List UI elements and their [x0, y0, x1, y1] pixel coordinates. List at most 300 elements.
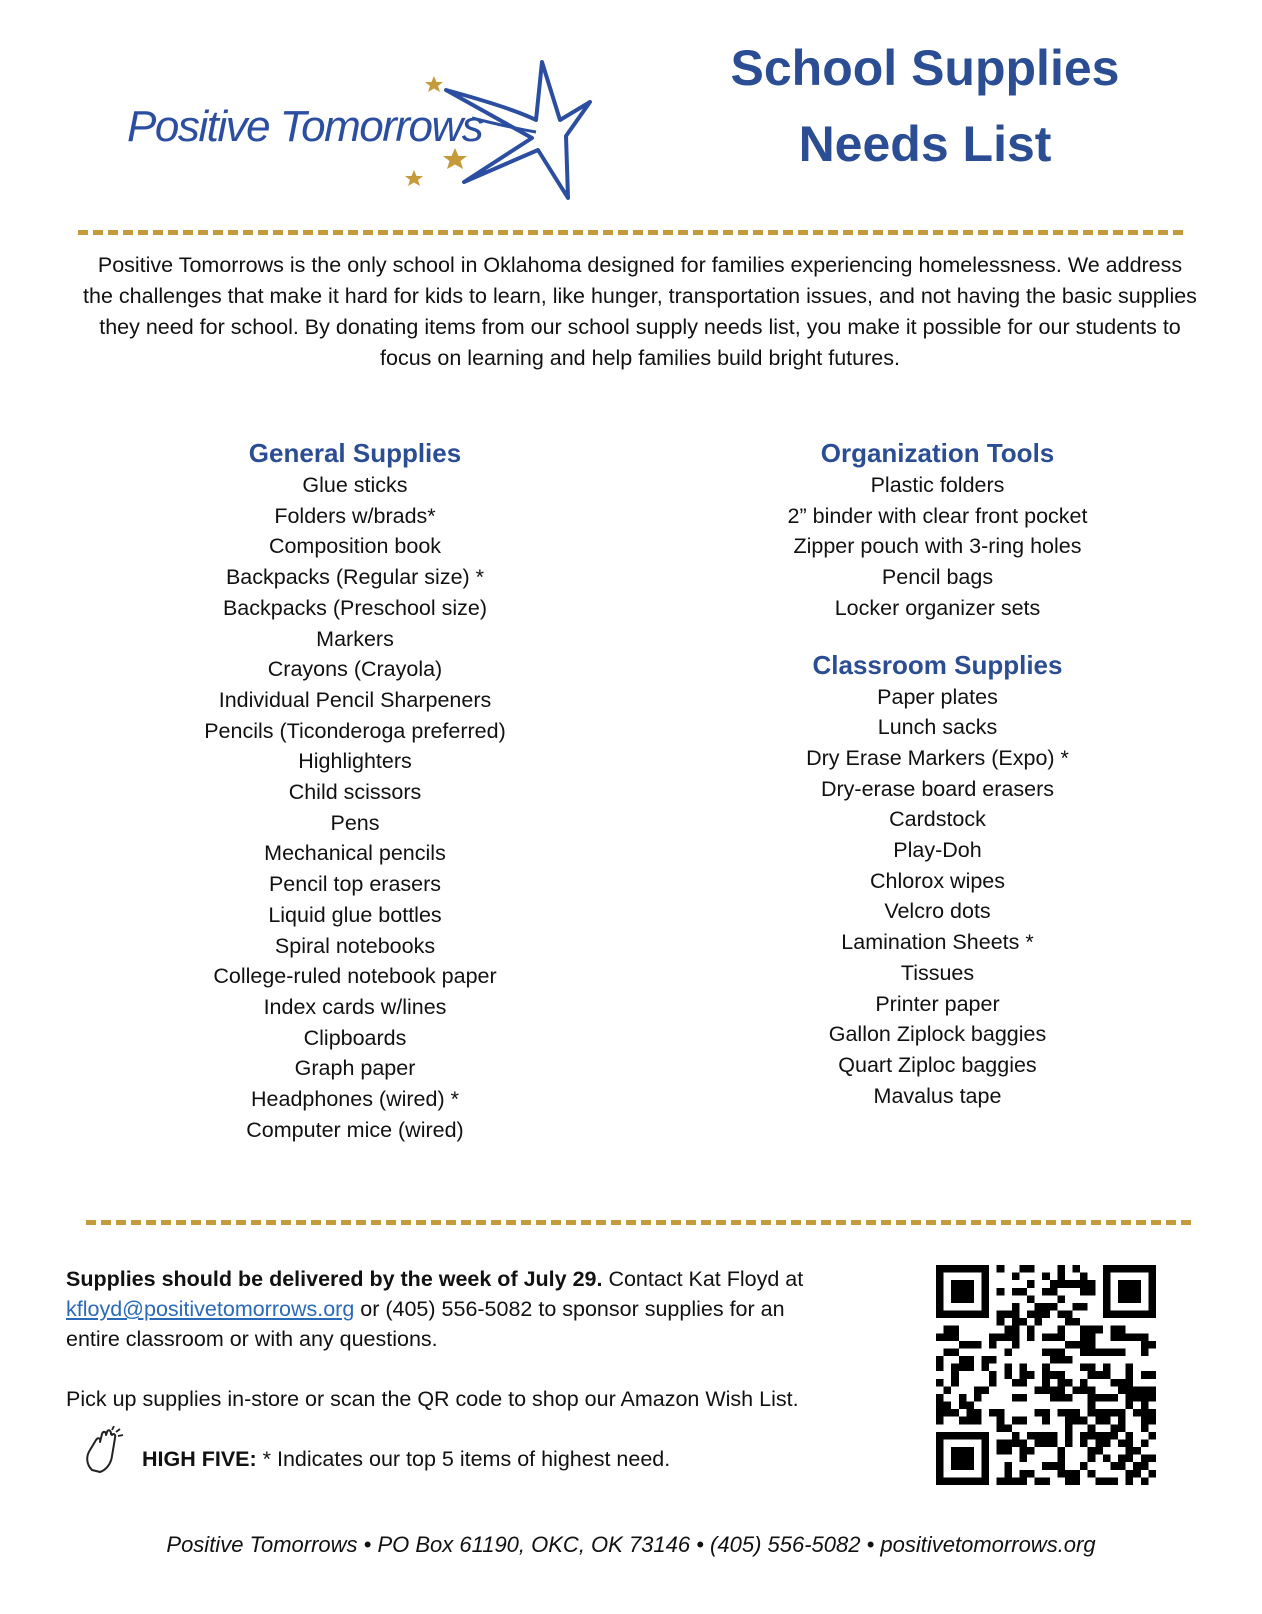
qr-module: [1095, 1417, 1103, 1425]
list-item: Chlorox wipes: [869, 868, 1006, 893]
qr-module: [1042, 1379, 1050, 1387]
qr-module: [1133, 1462, 1141, 1470]
list-item: Markers: [316, 626, 394, 651]
qr-module: [1057, 1394, 1065, 1402]
qr-module: [1148, 1295, 1156, 1303]
qr-module: [1080, 1280, 1088, 1288]
qr-module: [1095, 1432, 1103, 1440]
list-item: Individual Pencil Sharpeners: [218, 687, 492, 712]
qr-module: [966, 1477, 974, 1485]
qr-module: [1073, 1303, 1081, 1311]
qr-module: [1004, 1364, 1012, 1372]
qr-module: [1148, 1417, 1156, 1425]
qr-module: [966, 1280, 974, 1288]
qr-module: [1057, 1356, 1065, 1364]
qr-module: [1065, 1356, 1073, 1364]
qr-module: [959, 1341, 967, 1349]
qr-module: [959, 1462, 967, 1470]
list-item: Crayons (Crayola): [267, 657, 443, 682]
qr-module: [982, 1447, 990, 1455]
qr-module: [982, 1280, 990, 1288]
qr-module: [1050, 1394, 1058, 1402]
qr-module: [1004, 1333, 1012, 1341]
qr-module: [982, 1265, 990, 1273]
qr-module: [1050, 1303, 1058, 1311]
qr-module: [989, 1333, 997, 1341]
qr-module: [1141, 1333, 1149, 1341]
logo-text: Positive Tomorrows: [127, 102, 483, 151]
qr-module: [1126, 1379, 1134, 1387]
qr-module: [1057, 1311, 1065, 1319]
qr-module: [1103, 1265, 1111, 1273]
qr-module: [1073, 1386, 1081, 1394]
qr-module: [1065, 1417, 1073, 1425]
qr-module: [997, 1311, 1005, 1319]
qr-module: [982, 1386, 990, 1394]
qr-module: [1103, 1455, 1111, 1463]
qr-module: [959, 1280, 967, 1288]
qr-module: [997, 1424, 1005, 1432]
qr-module: [1118, 1424, 1126, 1432]
qr-module: [951, 1409, 959, 1417]
delivery-contact-text: Contact Kat Floyd at: [602, 1267, 804, 1291]
qr-module: [1133, 1265, 1141, 1273]
qr-module: [1042, 1432, 1050, 1440]
list-item: Pens: [330, 810, 380, 835]
qr-module: [1012, 1394, 1020, 1402]
qr-module: [1095, 1371, 1103, 1379]
qr-module: [1057, 1265, 1065, 1273]
qr-module: [1110, 1409, 1118, 1417]
qr-module: [1012, 1311, 1020, 1319]
qr-module: [1141, 1417, 1149, 1425]
qr-module: [1080, 1432, 1088, 1440]
qr-module: [951, 1364, 959, 1372]
qr-module: [966, 1341, 974, 1349]
qr-module: [1133, 1386, 1141, 1394]
list-item: Backpacks (Preschool size): [222, 595, 488, 620]
qr-module: [1012, 1303, 1020, 1311]
qr-module: [982, 1462, 990, 1470]
qr-module: [966, 1356, 974, 1364]
qr-module: [1141, 1386, 1149, 1394]
qr-module: [1057, 1348, 1065, 1356]
qr-module: [1118, 1288, 1126, 1296]
qr-module: [1103, 1439, 1111, 1447]
qr-module: [1088, 1432, 1096, 1440]
qr-module: [951, 1348, 959, 1356]
qr-module: [1126, 1432, 1134, 1440]
qr-module: [1057, 1273, 1065, 1281]
qr-module: [1103, 1273, 1111, 1281]
qr-module: [936, 1265, 944, 1273]
qr-module: [1103, 1417, 1111, 1425]
qr-module: [1110, 1462, 1118, 1470]
qr-module: [1141, 1402, 1149, 1410]
qr-module: [1019, 1394, 1027, 1402]
qr-module: [1057, 1447, 1065, 1455]
list-item: Highlighters: [298, 749, 412, 774]
qr-module: [1110, 1477, 1118, 1485]
qr-module: [1027, 1280, 1035, 1288]
qr-module: [936, 1303, 944, 1311]
list-item: Mavalus tape: [873, 1083, 1002, 1108]
qr-module: [959, 1288, 967, 1296]
qr-module: [1019, 1379, 1027, 1387]
qr-module: [1027, 1432, 1035, 1440]
qr-module: [959, 1455, 967, 1463]
qr-module: [944, 1265, 952, 1273]
qr-module: [1148, 1280, 1156, 1288]
qr-module: [1073, 1470, 1081, 1478]
qr-module: [1012, 1477, 1020, 1485]
list-item: Lamination Sheets *: [841, 930, 1034, 955]
qr-module: [951, 1462, 959, 1470]
qr-module: [982, 1470, 990, 1478]
qr-module: [936, 1311, 944, 1319]
qr-module: [974, 1386, 982, 1394]
qr-module: [944, 1333, 952, 1341]
qr-module: [1027, 1295, 1035, 1303]
list-item: Computer mice (wired): [246, 1117, 464, 1142]
qr-module: [989, 1409, 997, 1417]
qr-module: [1004, 1439, 1012, 1447]
qr-module: [1042, 1417, 1050, 1425]
qr-module: [1042, 1348, 1050, 1356]
qr-module: [1042, 1333, 1050, 1341]
qr-module: [1133, 1295, 1141, 1303]
qr-module: [966, 1447, 974, 1455]
qr-module: [982, 1311, 990, 1319]
qr-module: [1073, 1409, 1081, 1417]
qr-module: [959, 1477, 967, 1485]
qr-module: [1110, 1424, 1118, 1432]
qr-module: [966, 1295, 974, 1303]
qr-module: [1095, 1477, 1103, 1485]
qr-module: [1103, 1364, 1111, 1372]
qr-module: [1042, 1303, 1050, 1311]
qr-module: [1042, 1386, 1050, 1394]
qr-module: [959, 1356, 967, 1364]
qr-module: [1148, 1470, 1156, 1478]
qr-module: [966, 1402, 974, 1410]
list-item: Tissues: [900, 960, 975, 985]
qr-module: [1065, 1432, 1073, 1440]
classroom-supplies-heading: Classroom Supplies: [812, 649, 1063, 680]
qr-module: [959, 1295, 967, 1303]
qr-module: [1148, 1311, 1156, 1319]
qr-module: [1126, 1386, 1134, 1394]
qr-module: [1012, 1326, 1020, 1334]
qr-module: [1126, 1311, 1134, 1319]
list-item: Liquid glue bottles: [268, 902, 442, 927]
list-item: Zipper pouch with 3-ring holes: [793, 534, 1082, 559]
qr-module: [1065, 1439, 1073, 1447]
qr-module: [1118, 1455, 1126, 1463]
qr-module: [1080, 1303, 1088, 1311]
qr-module: [1057, 1379, 1065, 1387]
qr-module: [936, 1417, 944, 1425]
qr-module: [936, 1447, 944, 1455]
qr-module: [936, 1455, 944, 1463]
general-supplies-section: [150, 436, 560, 1145]
qr-module: [997, 1265, 1005, 1273]
list-item: Printer paper: [875, 991, 1000, 1016]
qr-module: [1019, 1477, 1027, 1485]
qr-module: [1088, 1341, 1096, 1349]
title-line-1: School Supplies: [730, 40, 1120, 96]
qr-module: [1042, 1311, 1050, 1319]
qr-module: [1110, 1432, 1118, 1440]
qr-module: [1027, 1371, 1035, 1379]
qr-module: [989, 1341, 997, 1349]
qr-module: [1012, 1432, 1020, 1440]
qr-module: [936, 1280, 944, 1288]
qr-module: [1118, 1333, 1126, 1341]
qr-module: [1065, 1341, 1073, 1349]
list-item: Pencil top erasers: [268, 872, 442, 897]
qr-module: [1019, 1417, 1027, 1425]
qr-module: [982, 1455, 990, 1463]
qr-module: [974, 1341, 982, 1349]
qr-module: [1088, 1402, 1096, 1410]
qr-module: [1027, 1265, 1035, 1273]
qr-module: [1050, 1371, 1058, 1379]
qr-module: [951, 1333, 959, 1341]
qr-module: [936, 1288, 944, 1296]
list-item: Cardstock: [889, 807, 986, 832]
list-item: Child scissors: [288, 780, 422, 805]
qr-module: [1141, 1348, 1149, 1356]
qr-module: [1057, 1371, 1065, 1379]
qr-module: [1095, 1409, 1103, 1417]
qr-module: [1103, 1477, 1111, 1485]
qr-module: [1004, 1326, 1012, 1334]
qr-module: [1035, 1386, 1043, 1394]
qr-module: [951, 1477, 959, 1485]
qr-module: [1019, 1447, 1027, 1455]
qr-module: [1118, 1265, 1126, 1273]
qr-module: [1088, 1333, 1096, 1341]
qr-module: [1080, 1333, 1088, 1341]
qr-module: [1148, 1432, 1156, 1440]
qr-module: [1027, 1447, 1035, 1455]
qr-module: [1080, 1326, 1088, 1334]
qr-module: [1080, 1439, 1088, 1447]
qr-module: [1019, 1265, 1027, 1273]
qr-module: [1057, 1455, 1065, 1463]
high-five-label: HIGH FIVE:: [142, 1447, 257, 1471]
qr-module: [1141, 1409, 1149, 1417]
qr-module: [982, 1295, 990, 1303]
qr-module: [1148, 1371, 1156, 1379]
qr-module: [1065, 1280, 1073, 1288]
qr-module: [1027, 1326, 1035, 1334]
qr-module: [1088, 1394, 1096, 1402]
qr-module: [1019, 1470, 1027, 1478]
qr-module: [1118, 1462, 1126, 1470]
qr-module: [982, 1477, 990, 1485]
qr-module: [1148, 1455, 1156, 1463]
list-item: Composition book: [268, 534, 442, 559]
high-five-text: * Indicates our top 5 items of highest need.: [256, 1447, 671, 1471]
qr-module: [1088, 1364, 1096, 1372]
qr-module: [936, 1402, 944, 1410]
qr-module: [966, 1409, 974, 1417]
qr-module: [1042, 1462, 1050, 1470]
right-column: [735, 436, 1140, 1111]
qr-module: [1088, 1409, 1096, 1417]
qr-module: [1065, 1379, 1073, 1387]
qr-module: [989, 1356, 997, 1364]
qr-module: [1141, 1424, 1149, 1432]
qr-module: [982, 1288, 990, 1296]
organization-tools-heading: Organization Tools: [820, 438, 1055, 468]
qr-module: [1004, 1447, 1012, 1455]
qr-module: [1019, 1455, 1027, 1463]
qr-module: [1080, 1364, 1088, 1372]
qr-module: [1118, 1417, 1126, 1425]
list-item: Headphones (wired) *: [251, 1087, 459, 1112]
qr-module: [1019, 1439, 1027, 1447]
qr-module: [959, 1417, 967, 1425]
qr-module: [1012, 1318, 1020, 1326]
qr-module: [1103, 1394, 1111, 1402]
qr-module: [1027, 1333, 1035, 1341]
qr-module: [1050, 1288, 1058, 1296]
qr-module: [997, 1439, 1005, 1447]
list-item: 2” binder with clear front pocket: [787, 503, 1088, 528]
qr-module: [944, 1409, 952, 1417]
list-item: Quart Ziploc baggies: [838, 1052, 1037, 1077]
qr-module: [1088, 1280, 1096, 1288]
list-item: Folders w/brads*: [274, 503, 436, 528]
qr-module: [974, 1409, 982, 1417]
qr-module: [936, 1295, 944, 1303]
qr-module: [1126, 1447, 1134, 1455]
qr-module: [951, 1455, 959, 1463]
list-item: Mechanical pencils: [264, 841, 446, 866]
list-item: Gallon Ziplock baggies: [828, 1022, 1047, 1047]
qr-module: [1088, 1371, 1096, 1379]
qr-module: [1133, 1333, 1141, 1341]
qr-module: [1057, 1333, 1065, 1341]
qr-module: [1080, 1462, 1088, 1470]
qr-module: [1035, 1439, 1043, 1447]
qr-module: [1042, 1439, 1050, 1447]
qr-module: [1035, 1409, 1043, 1417]
qr-module: [1118, 1280, 1126, 1288]
qr-module: [1004, 1462, 1012, 1470]
qr-module: [1050, 1348, 1058, 1356]
list-item: Plastic folders: [870, 473, 1005, 497]
qr-module: [1004, 1477, 1012, 1485]
qr-module: [951, 1311, 959, 1319]
qr-module: [1042, 1477, 1050, 1485]
qr-module: [1148, 1265, 1156, 1273]
email-link[interactable]: kfloyd@positivetomorrows.org: [66, 1297, 355, 1321]
qr-module: [1148, 1409, 1156, 1417]
qr-module: [1019, 1364, 1027, 1372]
qr-module: [1050, 1432, 1058, 1440]
qr-module: [959, 1432, 967, 1440]
qr-module: [1035, 1477, 1043, 1485]
qr-module: [1073, 1417, 1081, 1425]
qr-module: [1133, 1447, 1141, 1455]
qr-module: [966, 1455, 974, 1463]
qr-module: [1126, 1295, 1134, 1303]
delivery-deadline: Supplies should be delivered by the week of July 29.: [66, 1267, 603, 1291]
high-five-note: [142, 1444, 670, 1474]
qr-module: [1141, 1371, 1149, 1379]
qr-module: [1126, 1280, 1134, 1288]
list-item: Dry-erase board erasers: [820, 776, 1054, 801]
general-supplies-heading: General Supplies: [248, 438, 462, 468]
qr-module: [974, 1311, 982, 1319]
qr-module: [1126, 1364, 1134, 1372]
qr-module: [982, 1303, 990, 1311]
qr-module: [1019, 1318, 1027, 1326]
list-item: Velcro dots: [884, 899, 991, 924]
qr-module: [997, 1333, 1005, 1341]
qr-module: [1080, 1386, 1088, 1394]
qr-module: [1004, 1348, 1012, 1356]
qr-module: [951, 1447, 959, 1455]
qr-module: [1148, 1394, 1156, 1402]
qr-module: [1103, 1295, 1111, 1303]
qr-module: [1103, 1432, 1111, 1440]
qr-module: [1019, 1288, 1027, 1296]
qr-module: [966, 1462, 974, 1470]
qr-module: [936, 1356, 944, 1364]
qr-module: [1088, 1470, 1096, 1478]
list-item: Index cards w/lines: [263, 994, 447, 1019]
qr-module: [1133, 1280, 1141, 1288]
qr-module: [1042, 1364, 1050, 1372]
qr-module: [1088, 1424, 1096, 1432]
qr-module: [951, 1326, 959, 1334]
qr-module: [997, 1417, 1005, 1425]
qr-module: [1004, 1424, 1012, 1432]
qr-module: [1103, 1348, 1111, 1356]
qr-module: [951, 1379, 959, 1387]
qr-module: [1088, 1348, 1096, 1356]
qr-module: [936, 1364, 944, 1372]
qr-module: [1057, 1295, 1065, 1303]
qr-module: [959, 1402, 967, 1410]
qr-module: [1080, 1379, 1088, 1387]
qr-module: [1095, 1326, 1103, 1334]
qr-module: [1118, 1439, 1126, 1447]
qr-module: [1065, 1318, 1073, 1326]
qr-module: [1080, 1288, 1088, 1296]
qr-module: [1057, 1409, 1065, 1417]
delivery-closing-text: entire classroom or with any questions.: [66, 1327, 438, 1351]
qr-module: [989, 1379, 997, 1387]
divider-top: [78, 230, 1183, 235]
qr-module: [959, 1394, 967, 1402]
list-item: Locker organizer sets: [834, 595, 1041, 620]
qr-module: [1035, 1318, 1043, 1326]
qr-code[interactable]: [936, 1265, 1156, 1485]
qr-module: [1050, 1356, 1058, 1364]
qr-module: [1126, 1439, 1134, 1447]
qr-module: [1133, 1394, 1141, 1402]
qr-module: [1050, 1333, 1058, 1341]
qr-module: [1141, 1455, 1149, 1463]
qr-module: [1042, 1288, 1050, 1296]
organization-tools-list: [735, 470, 1140, 624]
